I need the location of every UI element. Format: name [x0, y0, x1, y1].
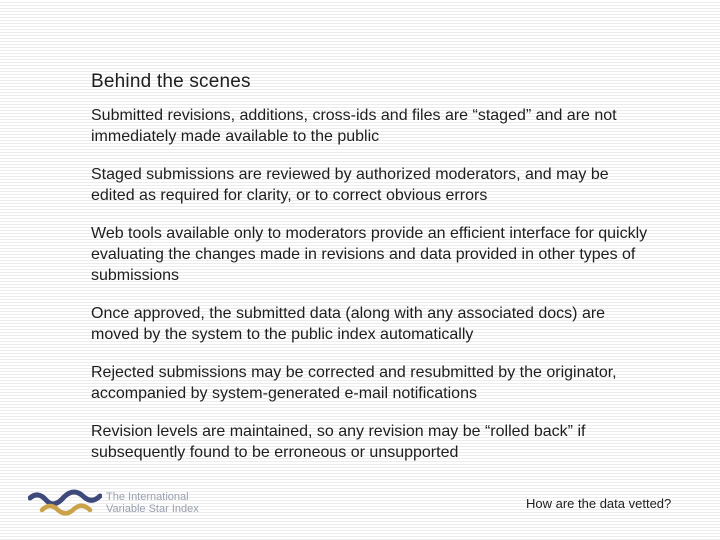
bullet-item: Once approved, the submitted data (along with any associated docs) are moved by the system to the public index automatically: [91, 305, 606, 343]
bullet-list: [91, 105, 651, 480]
slide-title: Behind the scenes: [91, 71, 251, 92]
vsx-logo: [28, 486, 218, 522]
footer-caption: How are the data vetted?: [526, 496, 672, 511]
bullet-item: Submitted revisions, additions, cross-ids and files are “staged” and are not immediately made available to the public: [91, 107, 617, 145]
bullet-item: Revision levels are maintained, so any revision may be “rolled back” if subsequently found to be erroneous or unsupported: [91, 423, 586, 461]
bullet-item: Web tools available only to moderators provide an efficient interface for quickly evaluating the changes made in revisions and data provided in other types of submissions: [91, 225, 648, 284]
logo-line-1: The International: [106, 491, 189, 503]
logo-text: [106, 491, 199, 515]
bullet-item: Rejected submissions may be corrected and resubmitted by the originator, accompanied by system-generated e-mail notifications: [91, 364, 617, 402]
logo-line-2: Variable Star Index: [106, 503, 199, 515]
bullet-item: Staged submissions are reviewed by authorized moderators, and may be edited as required for clarity, or to correct obvious errors: [91, 166, 609, 204]
wave-logo-icon: [28, 488, 102, 518]
